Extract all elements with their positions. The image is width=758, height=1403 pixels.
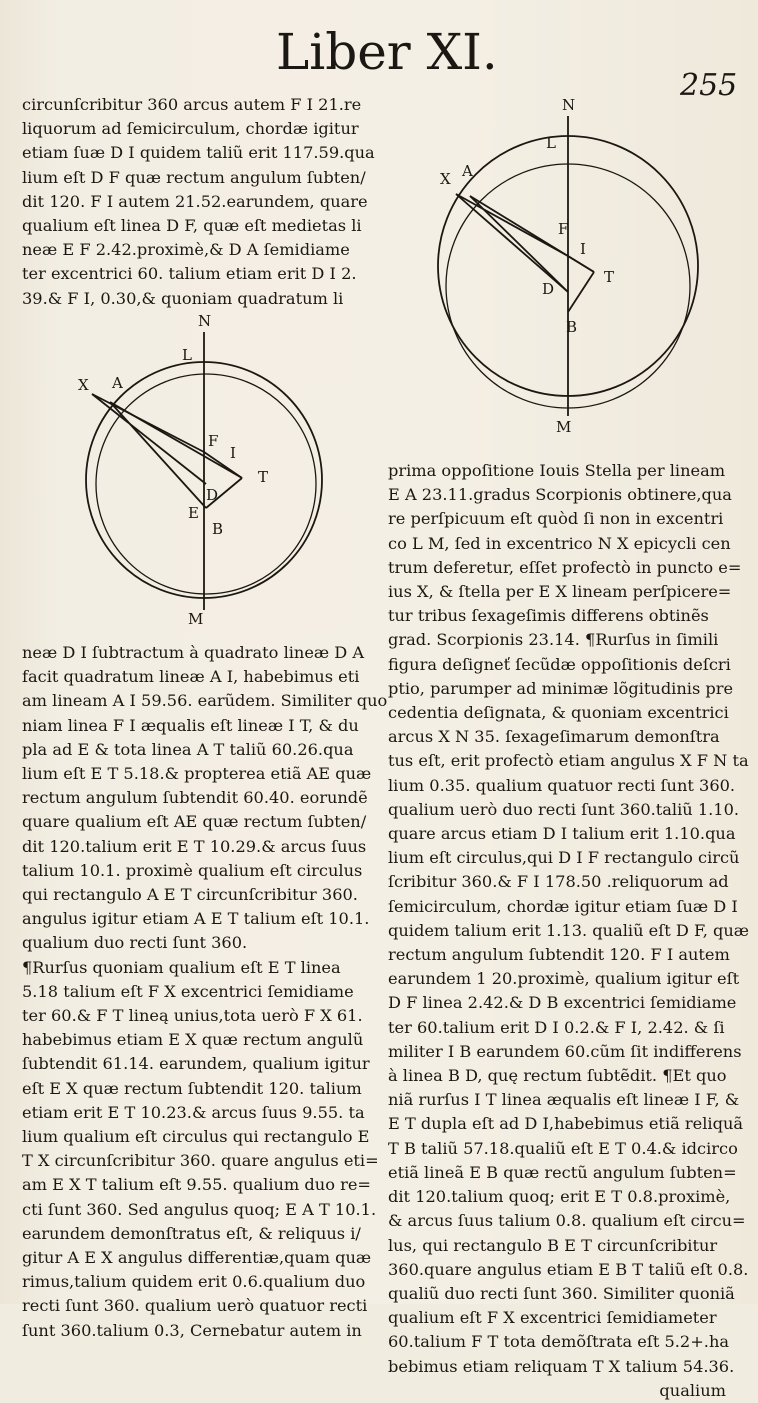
text-line: 5.18 talium eſt F X excentrici ſemidiame	[22, 981, 354, 1001]
text-line: militer I B earundem 60.cũm ſit indifferens	[388, 1041, 742, 1061]
text-line: E A 23.11.gradus Scorpionis obtinere,qua	[388, 485, 732, 505]
text-line: am lineam A I 59.56. earũdem. Similiter quo	[22, 691, 388, 711]
text-line: neæ E F 2.42.proximè,& D A ſemidiame	[22, 240, 350, 260]
text-line: quare arcus etiam D I talium erit 1.10.qua	[388, 824, 736, 844]
label-L: L	[182, 346, 192, 364]
line-AE	[110, 402, 206, 508]
text-line: dit 120.talium quoq; erit E T 0.8.proximè,	[388, 1187, 731, 1207]
text-line: rectum angulum ſubtendit 120. F I autem	[388, 945, 730, 965]
text-line: qualium duo recti ſunt 360.	[22, 933, 248, 953]
text-line: talium 10.1. proximè qualium eſt circulus	[22, 860, 363, 880]
label-T: T	[604, 268, 615, 286]
text-line: lium eſt D F quæ rectum angulum ſubten/	[22, 167, 366, 187]
line-XD	[92, 394, 206, 484]
text-line: prima oppoſitione Iouis Stella per lineam	[388, 461, 726, 480]
text-line: ſcribitur 360.& F I 178.50 .reliquorum ad	[388, 872, 729, 892]
label-F: F	[558, 220, 569, 238]
text-line: ſunt 360.talium 0.3, Cernebatur autem in	[22, 1320, 362, 1340]
text-line: bebimus etiam reliquam T X talium 54.36.	[388, 1356, 735, 1376]
text-line: lium eſt E T 5.18.& propterea etiã AE quæ	[22, 764, 372, 784]
text-line: ter 60.& F T lineą unius,tota uerò F X 61.	[22, 1006, 363, 1026]
label-X: X	[440, 170, 451, 188]
text-line: & arcus ſuus talium 0.8. qualium eſt circu=	[388, 1211, 746, 1231]
text-line: am E X T talium eſt 9.55. qualium duo re=	[22, 1175, 371, 1195]
text-line: lus, qui rectangulo B E T circunſcribitur	[388, 1235, 718, 1255]
text-line: 39.& F I, 0.30,& quoniam quadratum li	[22, 288, 344, 308]
text-line: qualium eſt F X excentrici ſemidiameter	[388, 1308, 717, 1328]
text-line: gitur A E X angulus differentiæ,quam quæ	[22, 1248, 372, 1268]
text-line: niam linea F I æqualis eſt lineæ I T, & du	[22, 715, 359, 735]
label-N: N	[198, 312, 212, 330]
text-line: 360.quare angulus etiam E B T taliũ eſt 0.8.	[388, 1259, 749, 1279]
text-line: D F linea 2.42.& D B excentrici ſemidiame	[388, 993, 737, 1013]
text-line: ter excentrici 60. talium etiam erit D I 2.	[22, 264, 357, 284]
label-L: L	[546, 134, 556, 152]
right-column	[388, 459, 750, 1403]
text-line: E T dupla eſt ad D I,habebimus etiã reliquã	[388, 1114, 744, 1134]
label-M: M	[188, 610, 204, 628]
running-head: Liber XI.	[276, 23, 498, 81]
text-line: cedentia deſignata, & quoniam excentrici	[388, 703, 729, 723]
text-line: niã rurſus I T linea æqualis eſt lineæ I F, &	[388, 1090, 740, 1110]
text-line: lium 0.35. qualium quatuor recti ſunt 360.	[388, 775, 736, 795]
text-line: ¶Rurſus quoniam qualium eſt E T linea	[22, 957, 341, 977]
text-line: co L M, ſed in excentrico N X epicycli cen	[388, 533, 731, 553]
text-line: qui rectangulo A E T circunſcribitur 360.	[22, 885, 358, 905]
label-X: X	[78, 376, 89, 394]
text-line: tur tribus ſexageſimis differens obtinẽs	[388, 606, 709, 626]
text-line: facit quadratum lineæ A I, habebimus eti	[22, 667, 360, 687]
text-line: lium eſt circulus,qui D I F rectangulo circũ	[388, 848, 740, 868]
page-number: 255	[680, 68, 738, 103]
label-I: I	[580, 240, 586, 258]
text-line: earundem demonſtratus eſt, & reliquus i/	[22, 1223, 361, 1243]
text-line: figura deſigneť ſecũdæ oppoſitionis deſcri	[388, 654, 731, 674]
text-line: ius X, & ſtella per E X lineam perſpicere=	[388, 582, 732, 602]
bleed-through-text: ⁠ ⁠ ⁠ ⁠ ⁠ ⁠ ⁠ ⁠	[398, 123, 403, 213]
text-line: 60.talium F T tota demõſtrata eſt 5.2+.ha	[388, 1332, 730, 1352]
text-line: tus eſt, erit profectò etiam angulus X F N ta	[388, 751, 749, 771]
label-B: B	[212, 520, 224, 538]
text-line: qualium eſt linea D F, quæ eſt medietas li	[22, 216, 362, 236]
text-line: etiam ſuæ D I quidem taliũ erit 117.59.qua	[22, 143, 375, 163]
text-line: earundem 1 20.proximè, qualium igitur eſt	[388, 969, 740, 989]
label-B: B	[566, 318, 578, 336]
label-N: N	[562, 96, 576, 114]
text-line: dit 120. F I autem 21.52.earundem, quare	[22, 191, 368, 211]
text-line: ſubtendit 61.14. earundem, qualium igitur	[22, 1054, 370, 1074]
line-FT	[204, 452, 242, 478]
text-line: qualium uerò duo recti ſunt 360.taliũ 1.10.	[388, 799, 740, 819]
text-line: pla ad E & tota linea A T taliũ 60.26.qua	[22, 739, 354, 759]
text-line: quidem talium erit 1.13. qualiũ eſt D F, quæ	[388, 920, 750, 940]
label-E: E	[188, 504, 199, 522]
text-line: angulus igitur etiam A E T talium eſt 10.1.	[22, 909, 370, 929]
text-line: liquorum ad ſemicirculum, chordæ igitur	[22, 119, 359, 139]
text-line: qualiũ duo recti ſunt 360. Similiter quoniã	[388, 1283, 735, 1303]
text-line: arcus X N 35. ſexageſimarum demonſtra	[388, 727, 720, 747]
label-T: T	[258, 468, 269, 486]
text-line: lium qualium eſt circulus qui rectangulo E	[22, 1127, 370, 1147]
text-line: à linea B D, quę rectum ſubtẽdit. ¶Et quo	[388, 1066, 727, 1086]
text-line: grad. Scorpionis 23.14. ¶Rurſus in ſimili	[388, 630, 719, 650]
line-XF	[456, 194, 568, 256]
line-FT	[568, 256, 594, 272]
text-line: circunſcribitur 360 arcus autem F I 21.re	[22, 95, 362, 114]
label-M: M	[556, 418, 572, 436]
label-I: I	[230, 444, 236, 462]
text-line: ſemicirculum, chordæ igitur etiam ſuæ D I	[388, 896, 738, 916]
text-line: rectum angulum ſubtendit 60.40. eorundẽ	[22, 788, 368, 808]
label-D: D	[542, 280, 555, 298]
text-line: etiam erit E T 10.23.& arcus ſuus 9.55. ta	[22, 1102, 365, 1122]
label-F: F	[208, 432, 219, 450]
label-D: D	[206, 486, 219, 504]
text-line: habebimus etiam E X quæ rectum angulũ	[22, 1030, 364, 1050]
text-line: ptio, parumper ad minimæ lõgitudinis pre	[388, 678, 734, 698]
text-line: etiã lineã E B quæ rectũ angulum ſubten=	[388, 1162, 737, 1182]
line-XD	[456, 194, 568, 292]
text-line: neæ D I ſubtractum à quadrato lineæ D A	[22, 643, 365, 662]
text-line: eſt E X quæ rectum ſubtendit 120. talium	[22, 1078, 362, 1098]
text-line: T B taliũ 57.18.qualiũ eſt E T 0.4.& idcirco	[388, 1138, 738, 1158]
text-line: ter 60.talium erit D I 0.2.& F I, 2.42. & ſi	[388, 1017, 725, 1037]
diagram-left	[60, 312, 350, 632]
label-A: A	[112, 374, 123, 392]
text-line: re perſpicuum eſt quòd ſi non in excentri	[388, 509, 724, 529]
text-line: trum deferetur, eſſet profectò in puncto e=	[388, 557, 742, 577]
label-A: A	[462, 162, 473, 180]
catchword: qualium	[659, 1380, 726, 1400]
text-line: cti ſunt 360. Sed angulus quoq; E A T 10.1.	[22, 1199, 377, 1219]
left-column-top	[22, 93, 375, 311]
text-line: quare qualium eſt AE quæ rectum ſubten/	[22, 812, 367, 832]
text-line: dit 120.talium erit E T 10.29.& arcus ſuus	[22, 836, 367, 856]
left-column-bottom	[22, 641, 388, 1343]
line-TB	[568, 272, 594, 312]
diagram-right	[418, 96, 738, 441]
text-line: T X circunſcribitur 360. quare angulus eti=	[22, 1151, 379, 1171]
text-line: recti ſunt 360. qualium uerò quatuor recti	[22, 1296, 368, 1316]
text-line: rimus,talium quidem erit 0.6.qualium duo	[22, 1272, 366, 1292]
